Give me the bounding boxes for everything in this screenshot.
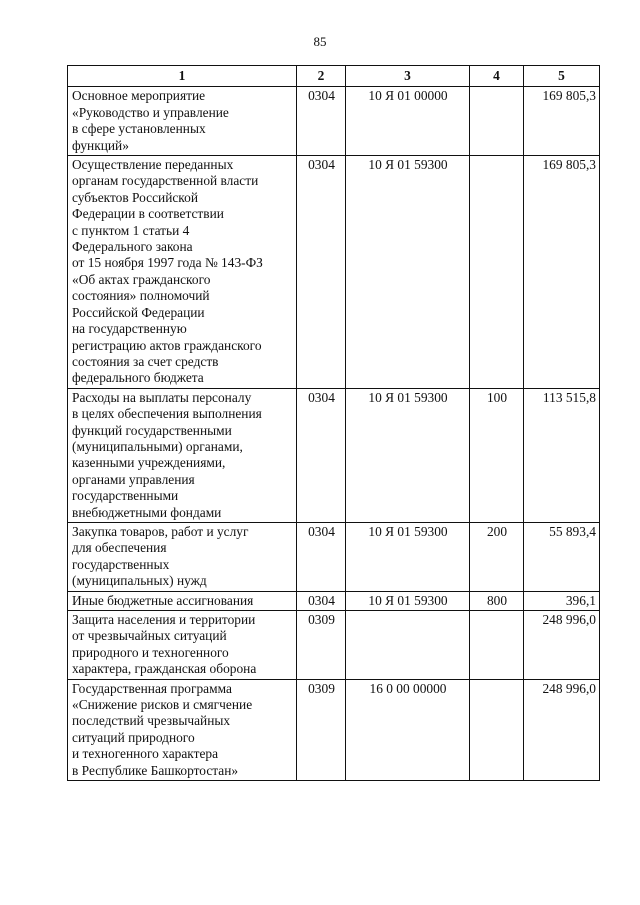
cell-target: 10 Я 01 59300 [346,156,470,389]
name-line: последствий чрезвычайных [72,713,231,729]
name-line: от 15 ноября 1997 года № 143-ФЗ [72,255,263,271]
cell-section: 0309 [297,679,346,780]
cell-name [68,591,297,610]
column-header-4: 4 [470,66,524,87]
name-line: Российской Федерации [72,304,205,320]
cell-name [68,156,297,389]
name-line: регистрацию актов гражданского [72,337,262,353]
cell-type [470,87,524,156]
column-header-3: 3 [346,66,470,87]
name-line: для обеспечения [72,540,167,556]
table-row [68,388,600,522]
cell-target: 16 0 00 00000 [346,679,470,780]
name-line: Федерального закона [72,239,193,255]
name-line: Государственная программа [72,680,232,696]
table-header-row [68,66,600,87]
cell-target: 10 Я 01 59300 [346,388,470,522]
name-line: «Руководство и управление [72,104,229,120]
cell-section: 0304 [297,388,346,522]
name-line: субъектов Российской [72,189,198,205]
table-row [68,679,600,780]
table-row [68,611,600,680]
name-line: казенными учреждениями, [72,455,226,471]
name-line: государственных [72,556,170,572]
name-line: Федерации в соответствии [72,206,224,222]
cell-name [68,679,297,780]
name-line: от чрезвычайных ситуаций [72,628,227,644]
cell-name [68,388,297,522]
cell-name [68,522,297,591]
cell-target: 10 Я 01 59300 [346,522,470,591]
name-line: Осуществление переданных [72,157,234,173]
cell-amount: 169 805,3 [524,87,600,156]
name-line: Основное мероприятие [72,88,206,104]
table-row [68,87,600,156]
name-line: состояния за счет средств [72,353,219,369]
cell-type: 200 [470,522,524,591]
name-line: органам государственной власти [72,173,259,189]
cell-type: 100 [470,388,524,522]
name-line: Защита населения и территории [72,612,256,627]
cell-name [68,87,297,156]
name-line: в целях обеспечения выполнения [72,406,262,422]
name-line: функций государственными [72,422,232,438]
name-line: природного и техногенного [72,644,229,660]
column-header-5: 5 [524,66,600,87]
name-line: (муниципальными) органами, [72,438,243,454]
name-line: (муниципальных) нужд [72,573,207,589]
name-line: Иные бюджетные ассигнования [72,592,254,608]
cell-amount: 169 805,3 [524,156,600,389]
cell-name [68,611,297,680]
cell-amount: 396,1 [524,591,600,610]
cell-type [470,156,524,389]
cell-amount: 248 996,0 [524,679,600,780]
name-line: в сфере установленных [72,121,206,137]
name-line: характера, гражданская оборона [72,661,257,677]
name-line: ситуаций природного [72,729,195,745]
name-line: внебюджетными фондами [72,504,222,520]
name-line: в Республике Башкортостан» [72,762,239,778]
name-line: и техногенного характера [72,746,219,762]
cell-section: 0304 [297,591,346,610]
name-line: «Об актах гражданского [72,271,211,287]
budget-table [67,65,600,781]
name-line: государственными [72,488,179,504]
name-line: функций» [72,137,129,153]
name-line: Закупка товаров, работ и услуг [72,523,249,539]
cell-amount: 55 893,4 [524,522,600,591]
cell-section: 0304 [297,87,346,156]
page-number: 85 [313,34,327,49]
name-line: с пунктом 1 статьи 4 [72,222,190,238]
name-line: «Снижение рисков и смягчение [72,697,253,713]
cell-target [346,611,470,680]
name-line: состояния» полномочий [72,288,210,304]
cell-amount: 113 515,8 [524,388,600,522]
cell-target: 10 Я 01 59300 [346,591,470,610]
name-line: федерального бюджета [72,370,204,386]
name-line: Расходы на выплаты персоналу [72,389,252,405]
name-line: органами управления [72,471,195,487]
table-row [68,522,600,591]
cell-type [470,611,524,680]
table-row [68,156,600,389]
cell-section: 0304 [297,156,346,389]
table-row [68,591,600,610]
name-line: на государственную [72,321,187,337]
cell-section: 0304 [297,522,346,591]
cell-section: 0309 [297,611,346,680]
column-header-1: 1 [68,66,297,87]
cell-type: 800 [470,591,524,610]
cell-amount: 248 996,0 [524,611,600,680]
cell-target: 10 Я 01 00000 [346,87,470,156]
cell-type [470,679,524,780]
column-header-2: 2 [297,66,346,87]
